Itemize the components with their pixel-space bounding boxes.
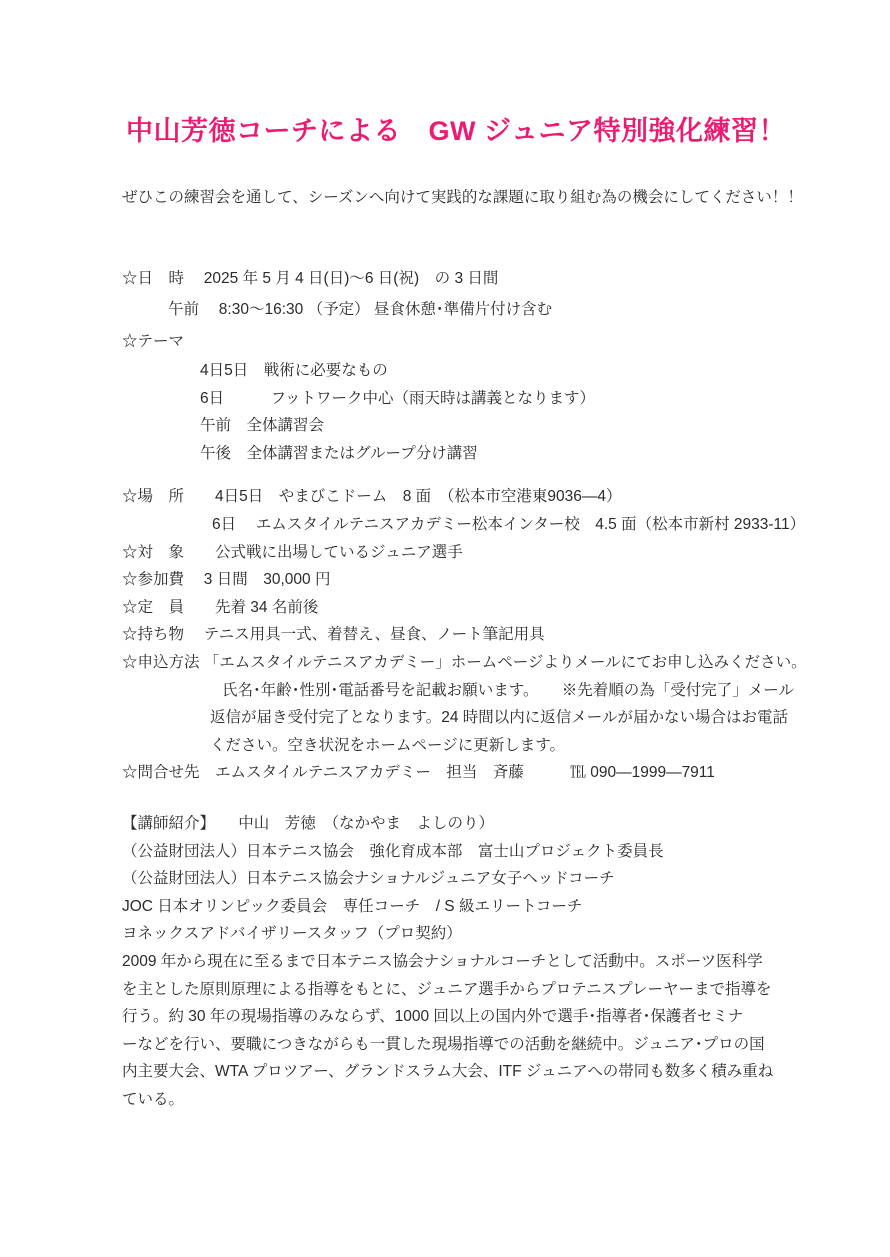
theme-item: 4日5日 戦術に必要なもの — [200, 362, 388, 380]
capacity-line: ☆定 員 先着 34 名前後 — [122, 598, 319, 616]
apply-note: 氏名･年齢･性別･電話番号を記載お願います。 ※先着順の為「受付完了」メール — [222, 681, 794, 699]
instructor-heading: 【講師紹介】 中山 芳徳 （なかやま よしのり） — [122, 815, 495, 832]
instructor-bio-line: ている。 — [122, 1090, 185, 1108]
contact-line: ☆問合せ先 エムスタイルテニスアカデミー 担当 斉藤 ℡ 090—1999—7911 — [122, 764, 715, 782]
apply-note: ください。空き状況をホームページに更新します。 — [210, 736, 565, 754]
theme-item: 午後 全体講習またはグループ分け講習 — [200, 444, 478, 462]
target-line: ☆対 象 公式戦に出場しているジュニア選手 — [122, 543, 463, 561]
instructor-bio-line: 内主要大会、WTA プロツアー、グランドスラム大会、ITF ジュニアへの帯同も数多く積み重ね — [122, 1063, 774, 1081]
instructor-credential: JOC 日本オリンピック委員会 専任コーチ / S 級エリートコーチ — [122, 897, 583, 915]
instructor-bio-line: 2009 年から現在に至るまで日本テニス協会ナショナルコーチとして活動中。スポーツ医科学 — [122, 952, 763, 970]
belongings-line: ☆持ち物 テニス用具一式、着替え、昼食、ノート筆記用具 — [122, 626, 545, 644]
date-line: ☆日 時 2025 年 5 月 4 日(日)～6 日(祝) の 3 日間 — [122, 269, 499, 287]
instructor-credential: ヨネックスアドバイザリースタッフ（プロ契約） — [122, 925, 462, 943]
place-line: ☆場 所 4日5日 やまびこドーム 8 面 （松本市空港東9036—4） — [122, 488, 622, 506]
fee-line: ☆参加費 3 日間 30,000 円 — [122, 571, 331, 589]
instructor-credential: （公益財団法人）日本テニス協会 強化育成本部 富士山プロジェクト委員長 — [122, 842, 664, 860]
theme-item: 午前 全体講習会 — [200, 417, 325, 435]
instructor-bio-line: ーなどを行い、要職につきながらも一貫した現場指導での活動を継続中。ジュニア･プロの国 — [122, 1035, 765, 1053]
theme-item: 6日 フットワーク中心（雨天時は講義となります） — [200, 389, 596, 407]
instructor-bio-line: 行う。約 30 年の現場指導のみならず、1000 回以上の国内外で選手･指導者･保護者セミナ — [122, 1008, 744, 1026]
intro-line: ぜひこの練習会を通して、シーズンへ向けて実践的な課題に取り組む為の機会にしてください！！ — [122, 189, 803, 206]
page-title: 中山芳徳コーチによる GW ジュニア特別強化練習！ — [126, 116, 786, 146]
place-line-2: 6日 エムスタイルテニスアカデミー松本インター校 4.5 面（松本市新村 2933-11） — [212, 516, 806, 534]
instructor-credential: （公益財団法人）日本テニス協会ナショナルジュニア女子ヘッドコーチ — [122, 870, 615, 888]
instructor-bio-line: を主とした原則原理による指導をもとに、ジュニア選手からプロテニスプレーヤーまで指導を — [122, 980, 772, 998]
apply-note: 返信が届き受付完了となります。24 時間以内に返信メールが届かない場合はお電話 — [210, 709, 788, 727]
theme-label: ☆テーマ — [122, 332, 185, 350]
apply-line: ☆申込方法 「エムスタイルテニスアカデミー」ホームページよりメールにてお申し込みください。 — [122, 654, 807, 672]
time-line: 午前 8:30～16:30 （予定） 昼食休憩･準備片付け含む — [168, 301, 553, 319]
